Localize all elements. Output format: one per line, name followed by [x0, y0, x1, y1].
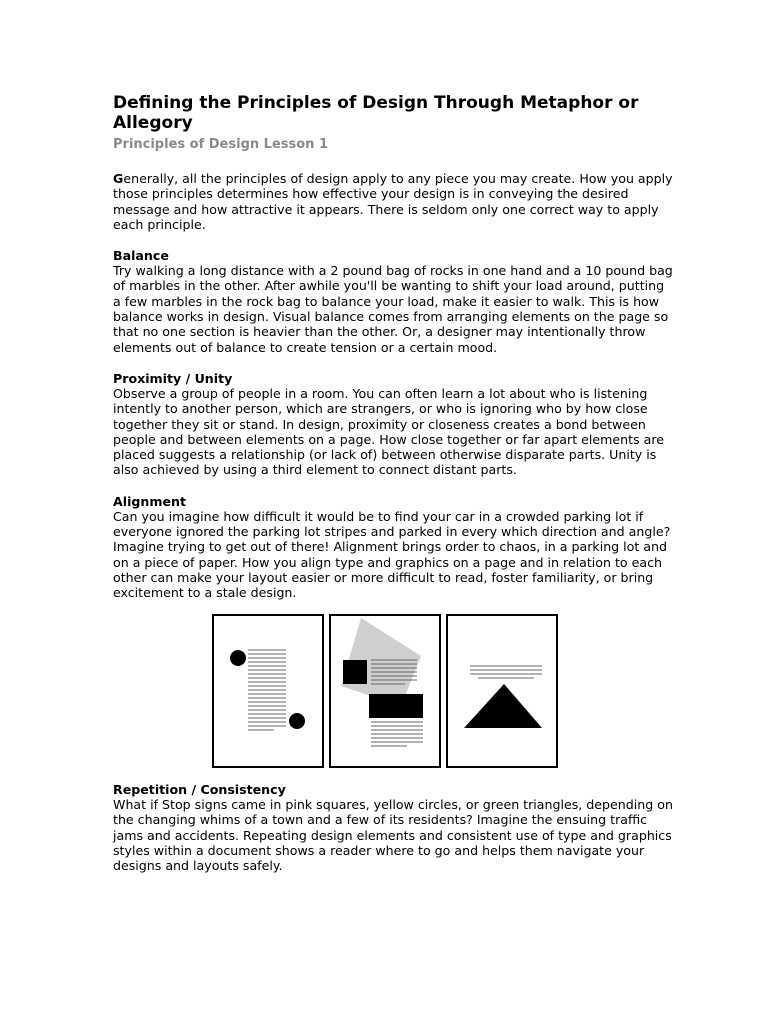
document-title: Defining the Principles of Design Through Metaphor or Allegory	[113, 93, 639, 133]
intro-paragraph	[113, 171, 673, 232]
alignment-example-panel	[446, 614, 558, 768]
repetition-section	[113, 782, 673, 873]
layout-examples-figure	[212, 614, 557, 766]
section-heading-repetition: Repetition / Consistency	[113, 782, 286, 797]
document-subtitle: Principles of Design Lesson 1	[113, 137, 328, 152]
document-body	[113, 90, 673, 601]
section-body-alignment: Can you imagine how difficult it would be to find your car in a crowded parking lot if everyone ignored the parking lot stripes and parked in every which direction and angle? Imagine trying to get out of there! Alignment brings order to chaos, in a parking lot and on a piece of paper. How you align type and graphics on a page and in relation to each other can make your layout easier or more difficult to read, foster familiarity, or bring excitement to a stale design.	[113, 508, 671, 601]
drop-cap: G	[113, 171, 124, 186]
section-body-repetition: What if Stop signs came in pink squares, yellow circles, or green triangles, depending on the changing whims of a town and a few of its residents? Imagine the ensuing traffic jams and accidents. Repeating design elements and consistent use of type and graphics styles within a document shows a reader where to go and helps them navigate your designs and layouts safely.	[113, 797, 673, 874]
alignment-example-graphic	[448, 616, 556, 766]
section-heading-balance: Balance	[113, 248, 169, 264]
intro-text: enerally, all the principles of design apply to any piece you may create. How you apply those principles determines how effective your design is in conveying the desired message and how attractive it appears. There is seldom only one correct way to apply each principle.	[113, 171, 673, 232]
section-body-balance: Try walking a long distance with a 2 pound bag of rocks in one hand and a 10 pound bag of marbles in the other. After awhile you'll be wanting to shift your load around, putting a few marbles in the rock bag to balance your load, make it easier to walk. This is how balance works in design. Visual balance comes from arranging elements on the page so that no one section is heavier than the other. Or, a designer may intentionally throw elements out of balance to create tension or a certain mood.	[113, 263, 673, 355]
balance-example-graphic	[214, 616, 322, 766]
section-heading-alignment: Alignment	[113, 493, 187, 509]
balance-example-panel	[212, 614, 324, 768]
proximity-example-panel	[329, 614, 441, 768]
proximity-example-graphic	[331, 616, 439, 766]
section-heading-proximity: Proximity / Unity	[113, 370, 233, 386]
section-body-proximity: Observe a group of people in a room. You can often learn a lot about who is listening intently to another person, which are strangers, or who is ignoring who by how close together they sit or stand. In design, proximity or closeness creates a bond between people and between elements on a page. How close together or far apart elements are placed suggests a relationship (or lack of) between otherwise disparate parts. Unity is also achieved by using a third element to connect distant parts.	[113, 385, 664, 478]
